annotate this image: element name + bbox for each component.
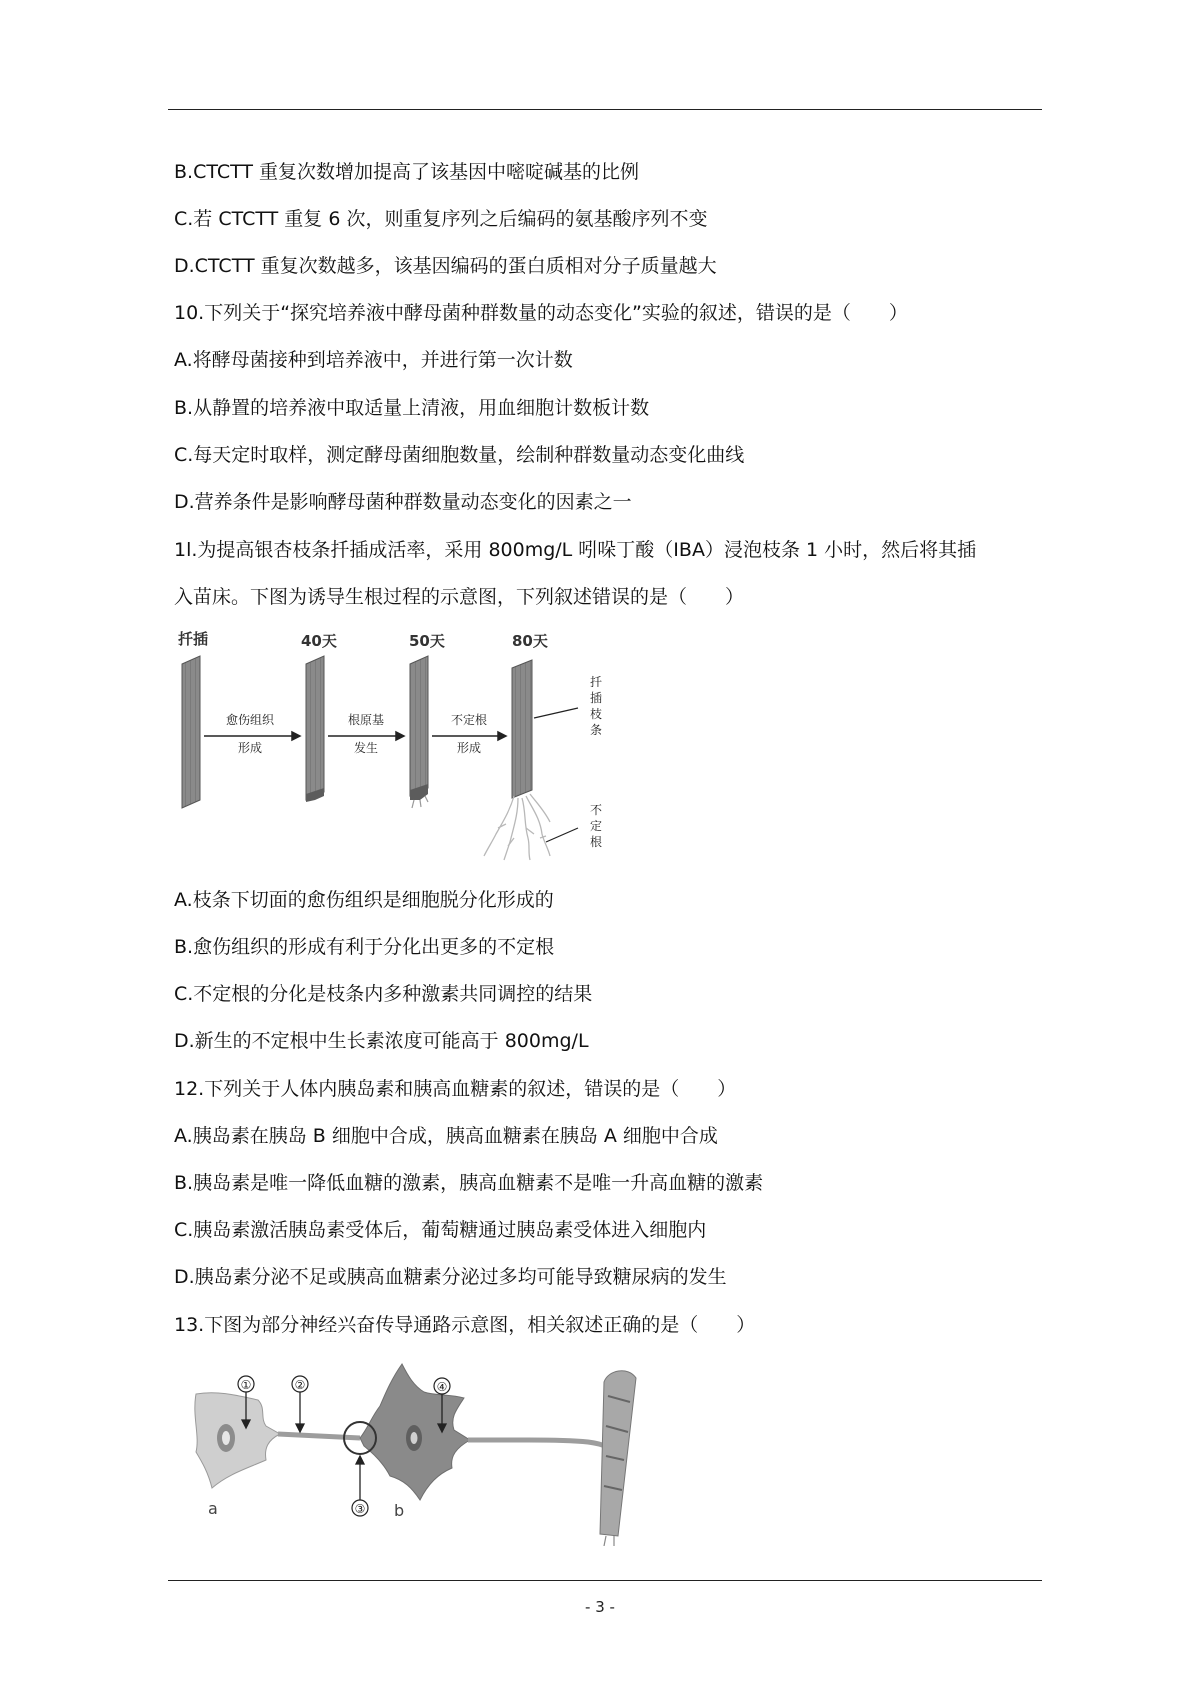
option-9c: C.若 CTCTT 重复 6 次，则重复序列之后编码的氨基酸序列不变	[174, 208, 708, 230]
stem-stage-3	[410, 656, 428, 796]
arrow1-label-bottom: 形成	[237, 741, 263, 755]
option-11b: B.愈伤组织的形成有利于分化出更多的不定根	[174, 936, 555, 958]
marker-3: ③	[354, 1502, 366, 1516]
arrow1-label-top: 愈伤组织	[225, 713, 275, 727]
axon-b	[468, 1440, 616, 1456]
marker-4: ④	[436, 1380, 448, 1394]
option-9d: D.CTCTT 重复次数越多，该基因编码的蛋白质相对分子质量越大	[174, 255, 717, 277]
cell-a-body	[195, 1393, 280, 1488]
cell-b-label: b	[394, 1501, 405, 1520]
option-12d: D.胰岛素分泌不足或胰高血糖素分泌过多均可能导致糖尿病的发生	[174, 1266, 727, 1288]
callout-line-stem	[534, 708, 578, 718]
stage-label-cutting: 扦插	[178, 630, 209, 648]
neural-pathway-figure	[188, 1356, 668, 1546]
stage-label-50d: 50天	[409, 632, 445, 650]
option-9b: B.CTCTT 重复次数增加提高了该基因中嘧啶碱基的比例	[174, 161, 640, 183]
option-10c: C.每天定时取样，测定酵母菌细胞数量，绘制种群数量动态变化曲线	[174, 444, 745, 466]
stage-label-40d: 40天	[301, 632, 337, 650]
marker-2: ②	[294, 1378, 306, 1392]
arrow3-label-top: 不定根	[450, 713, 488, 727]
question-11-stem-line1: 1l.为提高银杏枝条扦插成活率，采用 800mg/L 吲哚丁酸（IBA）浸泡枝条 1 小时，然后将其插	[174, 539, 977, 561]
cell-b-nucleolus	[411, 1432, 418, 1444]
adventitious-roots	[484, 794, 550, 860]
callout-root-2: 定	[590, 819, 603, 833]
option-10a: A.将酵母菌接种到培养液中，并进行第一次计数	[174, 349, 573, 371]
arrow2-label-top: 根原基	[347, 713, 385, 727]
option-12b: B.胰岛素是唯一降低血糖的激素，胰高血糖素不是唯一升高血糖的激素	[174, 1172, 764, 1194]
question-13-stem: 13.下图为部分神经兴奋传导通路示意图，相关叙述正确的是（ ）	[174, 1314, 756, 1336]
page-number: - 3 -	[585, 1598, 615, 1616]
muscle-tail	[604, 1536, 614, 1546]
header-rule	[168, 109, 1042, 110]
marker-1: ①	[240, 1378, 252, 1392]
callout-root-1: 不	[590, 803, 603, 817]
stem-stage-4	[512, 660, 532, 798]
callout-stem-4: 条	[590, 723, 603, 737]
question-12-stem: 12.下列关于人体内胰岛素和胰高血糖素的叙述，错误的是（ ）	[174, 1078, 737, 1100]
rooting-process-figure	[170, 628, 610, 864]
question-11-stem-line2: 入苗床。下图为诱导生根过程的示意图，下列叙述错误的是（ ）	[174, 586, 745, 608]
arrow2-label-bottom: 发生	[353, 741, 379, 755]
option-11c: C.不定根的分化是枝条内多种激素共同调控的结果	[174, 983, 593, 1005]
muscle-fiber	[600, 1371, 636, 1536]
option-12a: A.胰岛素在胰岛 B 细胞中合成，胰高血糖素在胰岛 A 细胞中合成	[174, 1125, 718, 1147]
stem-stage-1	[182, 656, 200, 808]
cell-a-label: a	[208, 1499, 218, 1518]
callout-stem-3: 枝	[590, 707, 603, 721]
callout-root-3: 根	[590, 835, 603, 849]
stage-label-80d: 80天	[512, 632, 548, 650]
callout-stem-1: 扦	[590, 675, 603, 689]
cell-a-nucleolus	[222, 1431, 230, 1445]
option-11d: D.新生的不定根中生长素浓度可能高于 800mg/L	[174, 1030, 589, 1052]
footer-rule	[168, 1580, 1042, 1581]
arrow3-label-bottom: 形成	[456, 741, 482, 755]
option-10b: B.从静置的培养液中取适量上清液，用血细胞计数板计数	[174, 397, 650, 419]
option-12c: C.胰岛素激活胰岛素受体后，葡萄糖通过胰岛素受体进入细胞内	[174, 1219, 707, 1241]
stem-stage-2	[306, 656, 324, 800]
option-10d: D.营养条件是影响酵母菌种群数量动态变化的因素之一	[174, 491, 632, 513]
option-11a: A.枝条下切面的愈伤组织是细胞脱分化形成的	[174, 889, 554, 911]
callout-line-root	[546, 828, 578, 842]
callout-stem-2: 插	[590, 691, 603, 705]
question-10-stem: 10.下列关于“探究培养液中酵母菌种群数量的动态变化”实验的叙述，错误的是（ ）	[174, 302, 908, 324]
axon-a	[278, 1434, 360, 1438]
